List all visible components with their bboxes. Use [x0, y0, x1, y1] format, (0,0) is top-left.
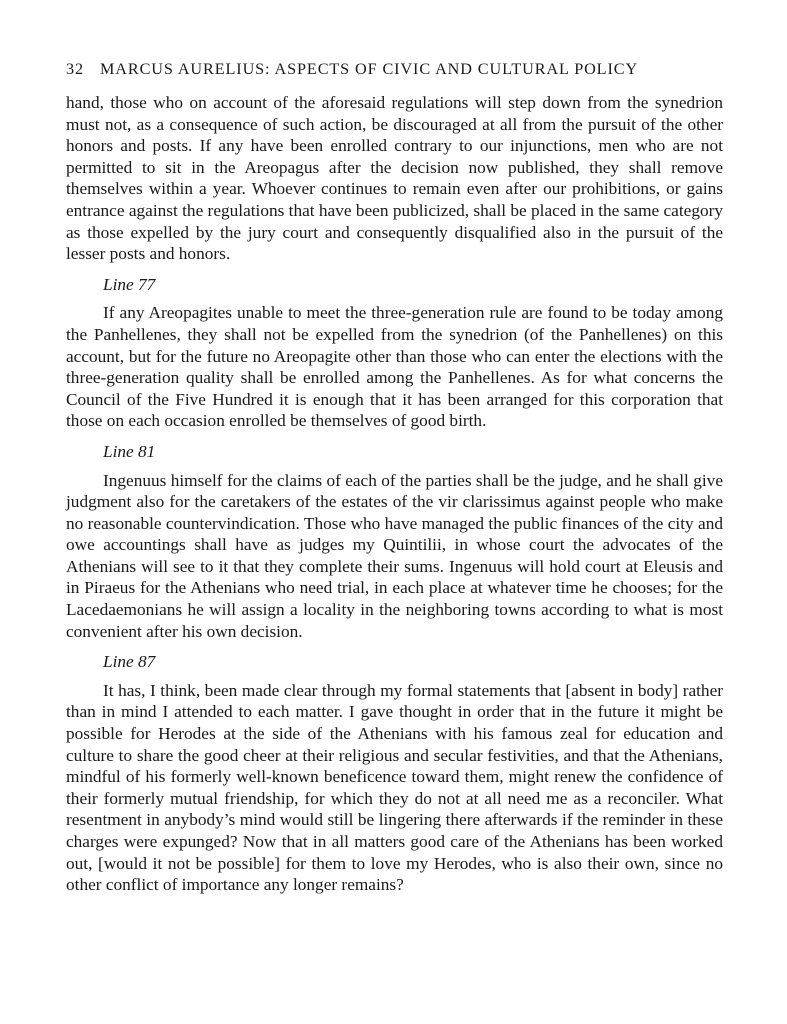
paragraph-line-81: Ingenuus himself for the claims of each of the parties shall be the judge, and he shall give judgment also for the caretakers of the estates of the vir clarissimus against people who make no reasonable countervindication. Those who have managed the public finances of the city and owe accountings shall have as judges my Quintilii, in whose court the advocates of the Athenians will see to it that they complete their sums. Ingenuus will hold court at Eleusis and in Piraeus for the Athenians who need trial, in each place at whatever time he chooses; for the Lacedaemonians he will assign a locality in the neighboring towns according to what is most convenient after his own decision.: [66, 470, 723, 641]
paragraph-continued: hand, those who on account of the aforesaid regulations will step down from the synedrion must not, as a consequence of such action, be discouraged at all from the pursuit of the other honors and posts. If any have been enrolled contrary to our injunctions, men who are not permitted to sit in the Areopagus after the decision now published, they shall remove themselves within a year. Whoever continues to remain even after our prohibitions, or gains entrance against the regulations that have been publicized, shall be placed in the same category as those expelled by the jury court and consequently disqualified also in the pursuit of the lesser posts and honors.: [66, 93, 723, 264]
running-header: [66, 60, 723, 79]
section-heading-line-81: Line 81: [103, 441, 156, 461]
document-page: [66, 60, 723, 896]
section-heading-line-77: Line 77: [103, 274, 156, 294]
page-number: 32: [66, 60, 84, 78]
paragraph-line-77: If any Areopagites unable to meet the three-generation rule are found to be today among the Panhellenes, they shall not be expelled from the synedrion (of the Panhellenes) on this account, but for the future no Areopagite other than those who can enter the elections with the three-generation quality shall be enrolled among the Panhellenes. As for what concerns the Council of the Five Hundred it is enough that it has been arranged for this corporation that those on each occasion enrolled be themselves of good birth.: [66, 303, 723, 431]
running-title: MARCUS AURELIUS: ASPECTS OF CIVIC AND CULTURAL POLICY: [100, 60, 639, 78]
section-heading-line-87: Line 87: [103, 652, 156, 672]
paragraph-line-87: It has, I think, been made clear through my formal statements that [absent in body] rather than in mind I attended to each matter. I gave thought in order that in the future it might be possible for Herodes at the side of the Athenians with his famous zeal for education and culture to share the good cheer at their religious and secular festivities, and that the Athenians, mindful of his formerly well-known beneficence toward them, might renew the confidence of their formerly mutual friendship, for which they do not at all need me as a reconciler. What resentment in anybody’s mind would still be lingering there afterwards if the reminder in these charges were expunged? Now that in all matters good care of the Athenians has been worked out, [would it not be possible] for them to love my Herodes, who is also their own, since no other conflict of importance any longer remains?: [66, 680, 723, 895]
